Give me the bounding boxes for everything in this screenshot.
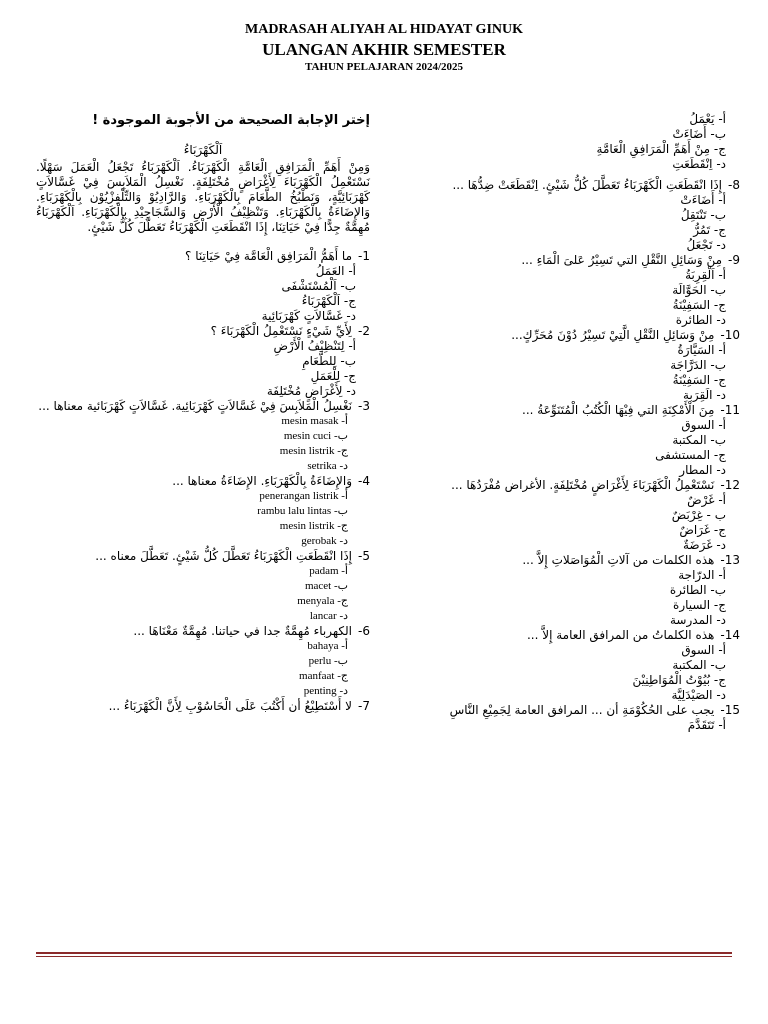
question-text-row (36, 474, 370, 489)
right-column (36, 112, 370, 714)
answer-option[interactable]: ج- السيارة (673, 598, 726, 612)
answer-option[interactable]: أ- أَضَاءَتْ (680, 193, 726, 207)
question-number: 5- (358, 549, 370, 563)
answer-option[interactable]: د- المطار (679, 463, 726, 477)
answer-option[interactable]: ب- المكتبة (672, 433, 726, 447)
answer-option[interactable]: د- اِنْقَطَعَتِ (672, 157, 726, 171)
answer-option[interactable]: أ- bahaya (307, 640, 348, 652)
answer-option[interactable]: د- الطائرة (675, 313, 726, 327)
question-text-row (392, 703, 740, 718)
question-text: الكهرباء مُهِمَّةٌ جدا في حياتنا. مُهِمَّةٌ مَعْنَاهَا ... (133, 624, 353, 638)
answer-option[interactable]: ب - غِرْبَضٌ (671, 508, 726, 522)
answer-option[interactable]: د- الصَيْدَلِيَّة (671, 688, 726, 702)
question-item (392, 628, 740, 703)
answer-option[interactable]: أ- العَمَلُ (315, 264, 356, 278)
answer-option[interactable]: أ- لِتَنْظِيْفُ الْأَرْضِ (273, 339, 356, 353)
answer-option[interactable]: أ- السوق (681, 418, 726, 432)
question-item (392, 328, 740, 403)
question-7-options (392, 112, 740, 172)
question-text: مِنَ الْأَمْكِنَةِ التي فِيْهَا الْكُتُبُ الْمُتَنَوِّعَةُ ... (522, 403, 715, 417)
reading-passage: وَمِنْ أَهَمِّ الْمَرَافِقِ الْعَامَّةِ الْكَهْرَبَاءُ. اَلْكَهْرَبَاءُ تَجْعَلُ الْعَمَلَ سَهْلًا. نَسْتَعْمِلُ الْكَهْرَبَاءَ لِأَغْرَاضٍ مُخْتَلِفَةٍ. نَغْسِلُ الْمَلاَبِسَ فِيْ غَسَّالاَتٍ كَهْرَبَائِيَّةٍ، وَنَطْبُخُ الطَّعَامَ بِالْكَهْرَبَاءِ. وَالرَّادِيُوْ وَالتِّلْفِزْيُوْن بِالْكَهْرَبَاءِ. وَالإِضَاءَةُ بِالْكَهْرَبَاءِ. وَتَنْظِيْفُ الْأَرْضِ وَالسَّجَاجِيْدِ بِالْكَهْرَبَاءِ. اَلْكَهْرَبَاءُ مُهِمَّةٌ جِدًّا فِيْ حَيَاتِنَا، إِذَا انْقَطَعَتِ الْكَهْرَبَاءُ تَعَطَّلَ كُلُّ شَيْئٍ. (36, 160, 370, 234)
footer-rule (36, 952, 732, 954)
answer-option[interactable]: ب- الحَوَّالَة (672, 283, 726, 297)
passage-title: اَلْكَهْرَبَاءُ (183, 143, 223, 157)
question-text-row (36, 399, 370, 414)
question-number: 7- (358, 699, 370, 713)
question-text-row (36, 549, 370, 564)
question-text-row (392, 478, 740, 493)
question-number: 2- (358, 324, 370, 338)
answer-option[interactable]: د- setrika (307, 460, 348, 472)
answer-option[interactable]: أ- يَعْمَلُ (689, 112, 726, 126)
answer-option[interactable]: د- لِأَغْرَاضٍ مُخْتَلِفَة (266, 384, 356, 398)
question-text: نَغْسِلُ الْمَلاَبِسَ فِيْ غَسَّالاَتٍ كَهْرَبَائِية. غَسَّالاَتٍ كَهْرَبَائية معناها ... (38, 399, 353, 413)
answer-option[interactable]: ج- مِنْ أَهَمِّ الْمَرَافِقِ الْعَامَّةِ (596, 142, 726, 156)
question-number: 3- (358, 399, 370, 413)
academic-year: TAHUN PELAJARAN 2024/2025 (304, 61, 464, 73)
answer-option[interactable]: أ- السوق (681, 643, 726, 657)
answer-option[interactable]: أ- الدرّاجة (678, 568, 726, 582)
question-text-row (36, 249, 370, 264)
answer-option[interactable]: د- غَرَضَةٌ (682, 538, 726, 552)
question-text: نَسْتَعْمِلُ الْكَهْرَبَاءَ لِأَغْرَاضٍ مُخْتَلِفَةٍ. الأغراض مُفْرَدُهَا ... (451, 478, 715, 492)
answer-option[interactable]: ب- المكتبة (672, 658, 726, 672)
question-item (36, 624, 370, 699)
school-name: MADRASAH ALIYAH AL HIDAYAT GINUK (245, 22, 523, 37)
question-text-row (392, 403, 740, 418)
question-number: 13- (720, 553, 740, 567)
question-text: وَالإِضَاءَةُ بِالْكَهْرَبَاءِ. الإِضَاءَةُ معناها ... (172, 474, 353, 488)
answer-option[interactable]: أ- padam (309, 565, 348, 577)
question-text: لِأَيِّ شَيْءٍ نَسْتَعْمِلُ الْكَهْرَبَاءَ ؟ (210, 324, 353, 338)
answer-option[interactable]: ج- اَلْكَهْرَبَاءُ (301, 294, 356, 308)
question-item (392, 253, 740, 328)
left-questions (392, 178, 740, 733)
answer-option[interactable]: ج- السَفِيْنَةُ (672, 298, 726, 312)
left-column (392, 112, 740, 733)
answer-option[interactable]: د- penting (303, 685, 348, 697)
question-number: 8- (728, 178, 740, 192)
question-item (392, 403, 740, 478)
question-number: 1- (358, 249, 370, 263)
question-text-row (36, 699, 370, 714)
answer-option[interactable]: أ- السَيَّارَةُ (677, 343, 726, 357)
question-text-row (392, 178, 740, 193)
question-item (392, 553, 740, 628)
exam-title: ULANGAN AKHIR SEMESTER (262, 40, 506, 59)
question-text-row (392, 628, 740, 643)
question-text: إِذَا انْقَطَعَتِ الْكَهْرَبَاءُ تَعَطَّلَ كُلُّ شَيْئٍ. تَعَطَّلَ معناه ... (95, 549, 353, 563)
answer-option[interactable]: د- gerobak (301, 535, 348, 547)
question-text-row (392, 253, 740, 268)
question-item (392, 478, 740, 553)
answer-option[interactable]: ب- rambu lalu lintas (257, 505, 348, 517)
question-item (36, 549, 370, 624)
question-number: 12- (720, 478, 740, 492)
footer-rule-thin (36, 956, 732, 957)
question-number: 4- (358, 474, 370, 488)
question-number: 11- (720, 403, 740, 417)
answer-option[interactable]: ج- تَمُرُّ (693, 223, 726, 237)
question-item (36, 249, 370, 324)
answer-option[interactable]: ج- menyala (297, 595, 348, 607)
answer-option[interactable]: ج- لِلْعَمَلِ (310, 369, 356, 383)
question-number: 15- (720, 703, 740, 717)
question-text: هذه الكلماتُ من المرافق العامة إِلاَّ ... (526, 628, 715, 642)
answer-option[interactable]: أ- غَرْضٌ (687, 493, 726, 507)
question-text: ما أَهَمُّ الْمَرَافِق الْعَامَّة فِيْ حَيَاتِنَا ؟ (185, 249, 353, 263)
question-item (36, 399, 370, 474)
question-text: لا أَسْتَطِيْعُ أن أَكْتُبَ عَلَى الْحَاسُوْبِ لِأَنَّ الْكَهْرَبَاءُ ... (108, 699, 353, 713)
question-text-row (36, 324, 370, 339)
answer-option[interactable]: د- lancar (309, 610, 348, 622)
question-item (36, 324, 370, 399)
answer-option[interactable]: د- تَجْعَلُ (686, 238, 726, 252)
answer-option[interactable]: ب- perlu (308, 655, 348, 667)
answer-option[interactable]: ج- mesin listrik (279, 445, 348, 457)
question-text: مِنْ وَسَائِلِ النَّقْلِ الَّتِيْ تَسِيْرُ دُوْنَ مُحَرِّكٍ... (511, 328, 715, 342)
answer-option[interactable]: ج- غَرَاضٌ (679, 523, 726, 537)
answer-option[interactable]: أ- mesin masak (281, 415, 348, 427)
question-item (392, 703, 740, 733)
answer-option[interactable]: ج- mesin listrik (279, 520, 348, 532)
answer-option[interactable]: ج- بُيُوْتُ الْمُوَاطِنِيْنَ (632, 673, 726, 687)
question-number: 10- (720, 328, 740, 342)
answer-option[interactable]: ب- mesin cuci (283, 430, 348, 442)
answer-option[interactable]: أ- اَلْقِرِبَةُ (685, 268, 726, 282)
answer-option[interactable]: ج- manfaat (299, 670, 348, 682)
question-text: يجب على الحُكُوْمَةِ أن ... المرافق العامة لِجَمِيْعِ النَّاسِ (449, 703, 715, 717)
answer-option[interactable]: ب- الدَرَّاجَة (670, 358, 726, 372)
answer-option[interactable]: ج- السَفِيْنَةُ (672, 373, 726, 387)
answer-option[interactable]: أ- penerangan listrik (259, 490, 348, 502)
answer-option[interactable]: ج- المستشفى (655, 448, 726, 462)
answer-option[interactable]: د- الَقِرَبة (683, 388, 726, 402)
right-questions (36, 249, 370, 714)
answer-option[interactable]: ب- لِلطَّعَامِ (302, 354, 356, 368)
answer-option[interactable]: أ- تَتَقَدَّمَ (687, 718, 726, 732)
question-item (36, 474, 370, 549)
question-text: إِذَا انْقَطَعَتِ الْكَهْرَبَاءُ تَعَطَّلَ كُلُّ شَيْئٍ. اِنْقَطَعَتْ ضِدُّهَا ... (452, 178, 723, 192)
question-number: 6- (358, 624, 370, 638)
question-number: 9- (728, 253, 740, 267)
answer-option[interactable]: د- غَسَّالاَتٍ كَهْرَبَائِية (261, 309, 356, 323)
question-text-row (392, 553, 740, 568)
question-text: هذه الكلمات من آلاتِ الْمُوَاصَلاتِ إِلاَّ ... (522, 553, 715, 567)
question-text: مِنْ وَسَائِلِ النَّقْلِ التي تَسِيْرُ عَلىَ الْمَاءِ ... (521, 253, 723, 267)
question-text-row (36, 624, 370, 639)
question-item (36, 699, 370, 714)
instruction: إختر الإجابة الصحيحة من الأجوبة الموجودة ! (92, 113, 370, 128)
answer-option[interactable]: ب- تَنْتَقِلُ (680, 208, 726, 222)
answer-option[interactable]: ب- الطائرة (669, 583, 726, 597)
answer-option[interactable]: ب- macet (304, 580, 348, 592)
answer-option[interactable]: د- المدرسة (670, 613, 726, 627)
answer-option[interactable]: ب- اَلْمُسْتَشْفَى (281, 279, 356, 293)
question-text-row (392, 328, 740, 343)
question-item (392, 178, 740, 253)
question-number: 14- (720, 628, 740, 642)
answer-option[interactable]: ب- أَضَاءَتْ (672, 127, 726, 141)
